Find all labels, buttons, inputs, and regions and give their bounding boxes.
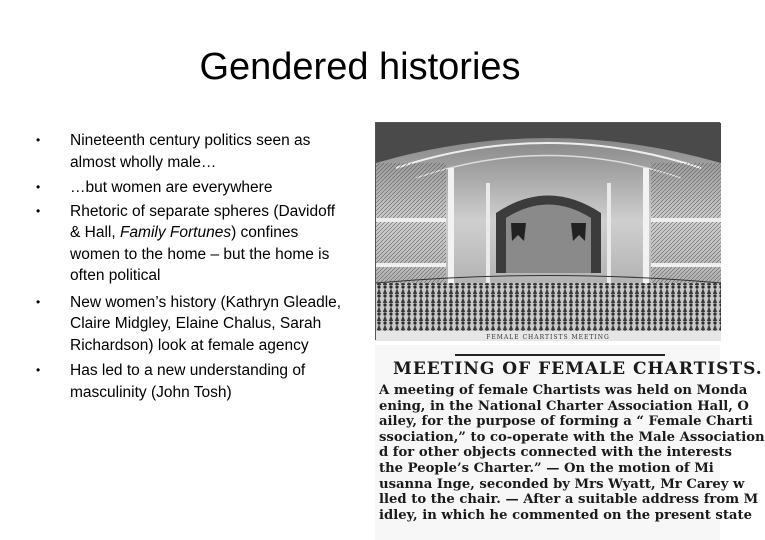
bullet-line: Richardson) look at female agency [70, 336, 309, 354]
clipping-line: ailey, for the purpose of forming a “ Female Charti [379, 414, 753, 430]
meeting-hall-engraving [375, 122, 720, 340]
bullet-item [36, 177, 371, 199]
bullet-line: Has led to a new understanding of [70, 362, 306, 379]
bullet-icon: • [36, 180, 41, 194]
bullet-item [36, 201, 371, 287]
bullet-text-segment: ) confines [231, 224, 299, 241]
bullet-line: often political [70, 267, 161, 284]
clipping-line: idley, in which he commented on the present state [379, 507, 752, 523]
bullet-line [70, 222, 371, 244]
bullet-item [36, 292, 371, 357]
bullet-text-segment: & Hall, [70, 224, 120, 241]
clipping-line: ssociation,” to co-operate with the Male Association [379, 429, 765, 445]
clipping-line: lled to the chair. — After a suitable address from M [379, 492, 759, 508]
newspaper-clipping [375, 345, 765, 540]
bullet-line: New women’s history (Kathryn Gleadle, [70, 293, 342, 311]
bullet-icon: • [36, 294, 41, 309]
slide-title: Gendered histories [199, 46, 521, 88]
bullet-line: …but women are everywhere [70, 179, 273, 196]
clipping-rule [455, 354, 665, 356]
bullet-icon: • [36, 133, 41, 147]
clipping-heading: MEETING OF FEMALE CHARTISTS. [393, 359, 763, 379]
bullet-icon: • [36, 363, 41, 377]
clipping-line: A meeting of female Chartists was held on Monda [379, 383, 748, 398]
bullet-line: women to the home – but the home is [70, 245, 330, 263]
bullet-line: Rhetoric of separate spheres (Davidoff [70, 202, 336, 220]
clipping-line: the People’s Charter.” — On the motion of Mi [379, 460, 714, 476]
engraving-caption: FEMALE CHARTISTS MEETING [486, 334, 610, 341]
bullet-icon: • [36, 203, 41, 218]
bullet-line: Nineteenth century politics seen as [70, 132, 311, 149]
engraving-illustration [376, 123, 721, 341]
bullet-line: Claire Midgley, Elaine Chalus, Sarah [70, 315, 322, 332]
clipping-line: d for other objects connected with the interests [379, 445, 732, 461]
bullet-item [36, 360, 371, 403]
clipping-body [379, 383, 765, 523]
bullet-item [36, 130, 371, 173]
bullet-line: almost wholly male… [70, 153, 217, 171]
bullet-list [36, 130, 371, 403]
clipping-line: usanna Inge, seconded by Mrs Wyatt, Mr Carey w [379, 476, 745, 492]
book-title: Family Fortunes [119, 224, 232, 241]
clipping-line: ening, in the National Charter Association Hall, O [379, 398, 749, 414]
bullet-line: masculinity (John Tosh) [70, 383, 232, 401]
